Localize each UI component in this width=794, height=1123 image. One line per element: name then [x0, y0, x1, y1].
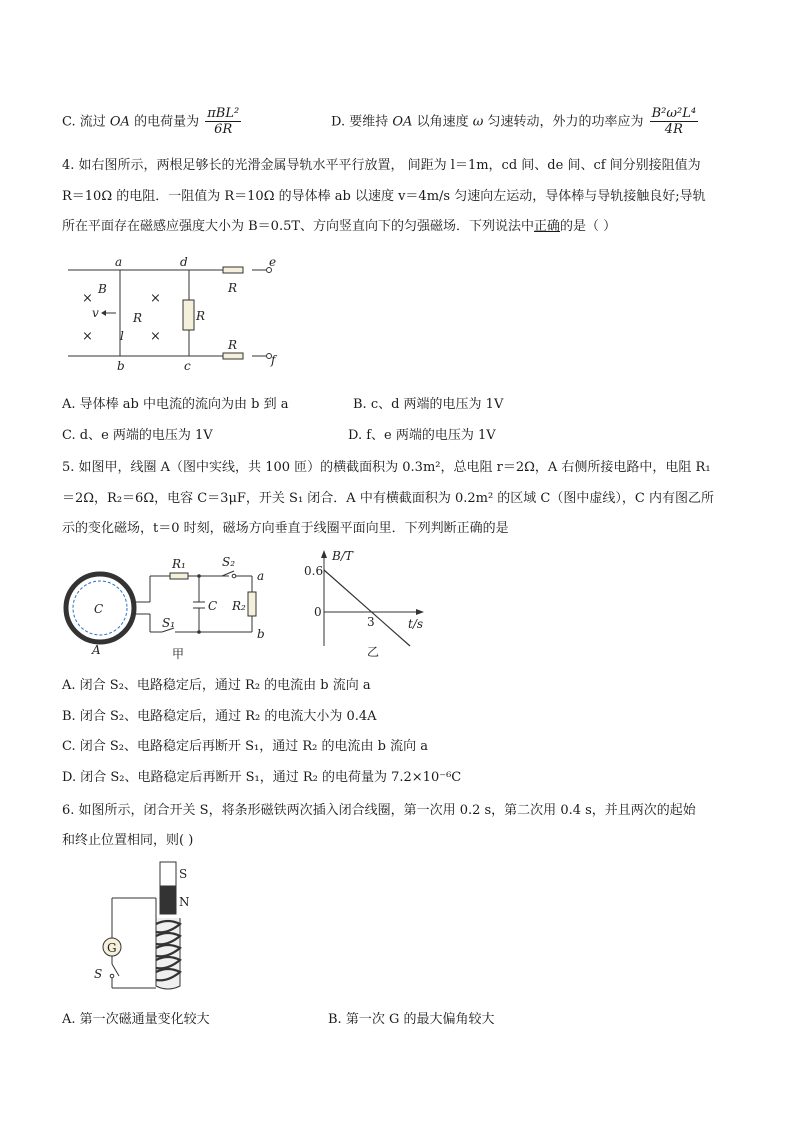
- q5-graph-tick-0: 0: [314, 605, 322, 619]
- q4-field-cross-3: ×: [82, 329, 93, 344]
- q4-field-cross-2: ×: [150, 291, 161, 306]
- q6-magnet-N-pole: [160, 886, 176, 914]
- q5-label-a: a: [257, 569, 265, 583]
- q4-stem-line-2: R＝10Ω 的电阻．一阻值为 R＝10Ω 的导体棒 ab 以速度 v＝4m/s 匀速向左运动，导体棒与导轨接触良好;导轨: [62, 189, 706, 204]
- q3-option-d-numerator: B²ω²L⁴: [651, 106, 697, 121]
- q6-stem-line-1: 6. 如图所示，闭合开关 S，将条形磁铁两次插入闭合线圈，第一次用 0.2 s，第二次用 0.4 s，并且两次的起始: [62, 803, 696, 818]
- q5-label-S2: S₂: [222, 555, 236, 569]
- q5-figure-yi: [300, 546, 440, 662]
- q6-label-magnet-S: S: [179, 867, 188, 881]
- q4-label-f: f: [271, 353, 276, 367]
- q4-label-c: c: [184, 359, 191, 373]
- q4-label-d: d: [180, 255, 188, 269]
- q4-label-v: v: [92, 306, 99, 320]
- q3-option-d-prefix: D. 要维持: [331, 114, 389, 130]
- q5-label-b: b: [257, 627, 265, 641]
- q4-stem-line-1: 4. 如右图所示，两根足够长的光滑金属导轨水平平行放置， 间距为 l＝1m，cd 间、de 间、cf 间分别接阻值为: [62, 158, 701, 173]
- q3-option-c-fraction: [205, 106, 241, 138]
- q4-field-cross-1: ×: [82, 291, 93, 306]
- q5-graph-line: [324, 570, 410, 646]
- q5-resistor-R2: [248, 592, 256, 616]
- q4-label-dc-R: R: [196, 309, 206, 323]
- q3-option-c-text: 的电荷量为: [134, 114, 200, 130]
- q4-label-l: l: [120, 329, 124, 343]
- q5-label-A: A: [92, 643, 101, 657]
- q3-option-c-denominator: 6R: [214, 122, 233, 137]
- q5-option-c[interactable]: C. 闭合 S₂、电路稳定后再断开 S₁，通过 R₂ 的电流由 b 流向 a: [62, 739, 428, 754]
- q5-label-C-capacitor: C: [208, 599, 218, 613]
- q4-label-rod-R: R: [133, 311, 143, 325]
- q4-field-cross-4: ×: [150, 329, 161, 344]
- q5-option-d[interactable]: D. 闭合 S₂、电路稳定后再断开 S₁，通过 R₂ 的电荷量为 7.2×10⁻⁶C: [62, 770, 462, 785]
- q6-label-switch-S: S: [94, 967, 103, 981]
- q4-label-b: b: [117, 359, 125, 373]
- q5-stem-line-3: 示的变化磁场，t＝0 时刻，磁场方向垂直于线圈平面向里．下列判断正确的是: [62, 521, 509, 536]
- q4-resistor-cf: [223, 353, 243, 359]
- q4-label-a: a: [115, 255, 123, 269]
- q5-resistor-R1: [170, 573, 188, 579]
- q5-label-S1: S₁: [162, 616, 176, 630]
- q3-option-c[interactable]: [62, 106, 243, 138]
- q5-graph-xlabel: t/s: [408, 617, 424, 631]
- q5-label-R2: R₂: [232, 599, 246, 613]
- q5-terminal-a: [232, 574, 236, 578]
- q3-option-c-prefix: C. 流过: [62, 114, 106, 130]
- q5-option-a[interactable]: A. 闭合 S₂、电路稳定后，通过 R₂ 的电流由 b 流向 a: [62, 678, 371, 693]
- q4-option-b[interactable]: B. c、d 两端的电压为 1V: [353, 397, 504, 412]
- q3-option-d[interactable]: [331, 106, 700, 138]
- q5-graph-ylabel: B/T: [332, 549, 353, 563]
- q5-label-C-region: C: [94, 602, 104, 616]
- q6-stem-line-2: 和终止位置相同，则( ): [62, 833, 194, 848]
- q6-figure: [90, 858, 230, 1004]
- q4-label-de-R: R: [228, 281, 238, 295]
- q6-option-a[interactable]: A. 第一次磁通量变化较大: [62, 1012, 210, 1027]
- q6-option-b[interactable]: B. 第一次 G 的最大偏角较大: [328, 1012, 495, 1027]
- q3-option-d-denominator: 4R: [664, 122, 683, 137]
- q4-label-B: B: [98, 282, 107, 296]
- q4-label-e: e: [269, 255, 277, 269]
- q4-option-c[interactable]: C. d、e 两端的电压为 1V: [62, 428, 213, 443]
- q5-label-R1: R₁: [172, 557, 186, 571]
- q4-resistor-dc: [183, 300, 194, 330]
- q5-stem-line-1: 5. 如图甲，线圈 A（图中实线，共 100 匝）的横截面积为 0.3m²，总电阻 r＝2Ω，A 右侧所接电路中，电阻 R₁: [62, 460, 711, 475]
- q5-caption-jia: 甲: [172, 647, 185, 661]
- q3-option-c-oa: OA: [109, 114, 130, 130]
- q4-stem-emphasis: 正确: [534, 219, 561, 234]
- q4-stem-line-3: [62, 218, 616, 236]
- q5-stem-line-2: ＝2Ω，R₂＝6Ω，电容 C＝3μF，开关 S₁ 闭合．A 中有横截面积为 0.2m² 的区域 C（图中虚线），C 内有图乙所: [62, 491, 714, 506]
- q4-option-d[interactable]: D. f、e 两端的电压为 1V: [348, 428, 496, 443]
- q5-graph-tick-0.6: 0.6: [304, 564, 324, 578]
- q5-graph-tick-3: 3: [367, 615, 375, 629]
- q5-option-b[interactable]: B. 闭合 S₂、电路稳定后，通过 R₂ 的电流大小为 0.4A: [62, 709, 377, 724]
- q6-switch-terminal: [110, 974, 114, 978]
- q5-figure-jia: [62, 552, 282, 664]
- q4-stem-line-3-pre: 所在平面存在磁感应强度大小为 B＝0.5T、方向竖直向下的匀强磁场．下列说法中: [62, 219, 535, 234]
- q5-node-bottom: [197, 630, 201, 634]
- q4-velocity-arrowhead: [101, 310, 106, 316]
- q3-option-d-oa: OA: [392, 114, 413, 130]
- q4-option-a[interactable]: A. 导体棒 ab 中电流的流向为由 b 到 a: [62, 397, 289, 412]
- q4-resistor-de: [223, 267, 243, 273]
- q6-magnet-S-pole: [160, 862, 176, 886]
- q6-label-magnet-N: N: [179, 895, 190, 909]
- q6-label-G: G: [107, 941, 117, 955]
- q5-caption-yi: 乙: [367, 645, 380, 659]
- q3-option-d-text: 以角速度: [416, 114, 469, 130]
- q4-label-cf-R: R: [228, 338, 238, 352]
- q3-option-d-omega: ω: [472, 114, 484, 130]
- q3-option-c-numerator: πBL²: [207, 106, 240, 121]
- q3-option-d-fraction: [650, 106, 698, 138]
- q3-option-d-text2: 匀速转动，外力的功率应为: [487, 114, 644, 130]
- q5-node-top: [197, 574, 201, 578]
- q4-circuit-diagram: [62, 252, 292, 374]
- q4-stem-line-3-post: 的是（ ）: [560, 219, 617, 234]
